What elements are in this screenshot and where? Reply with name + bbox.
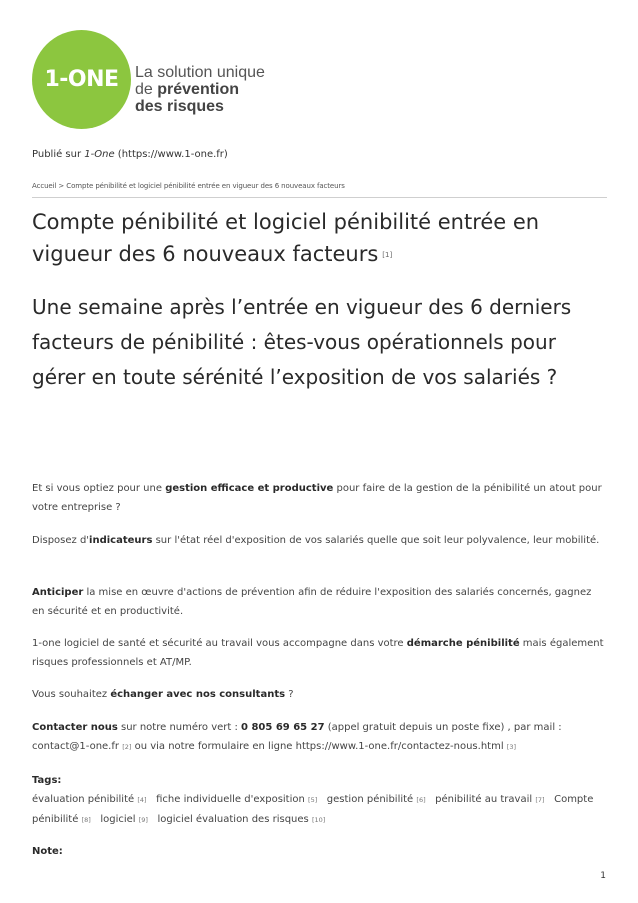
paragraph-1: Et si vous optiez pour une gestion efficace et productive pour faire de la gestion de la pénibilité un atout pour votre entreprise ? (32, 483, 602, 513)
tag-link[interactable]: logiciel [9] (100, 814, 148, 825)
divider (32, 197, 607, 198)
tag-link[interactable]: pénibilité au travail [7] (435, 794, 545, 805)
paragraph-3: Anticiper la mise en œuvre d'actions de prévention afin de réduire l'exposition des salariés concernés, gagnez en sécurité et en productivité. (32, 587, 592, 617)
paragraph-4: 1-one logiciel de santé et sécurité au travail vous accompagne dans votre démarche pénibilité mais également risques professionnels et AT/MP. (32, 638, 604, 668)
tag-link[interactable]: évaluation pénibilité [4] (32, 794, 147, 805)
logo (32, 30, 272, 130)
tags-section (32, 771, 604, 830)
title-reference: [1] (382, 251, 393, 259)
site-name[interactable]: 1-One (84, 149, 115, 160)
page-subtitle: Une semaine après l’entrée en vigueur des 6 derniers facteurs de pénibilité : êtes-vous opérationnels pour gérer en toute sérénité l’exposition de vos salariés ? (32, 295, 572, 389)
tag-link[interactable]: logiciel évaluation des risques [10] (157, 814, 326, 825)
tag-link[interactable]: Compte pénibilité [8] (32, 794, 594, 825)
tag-link[interactable]: fiche individuelle d'exposition [5] (156, 794, 318, 805)
phone-number: 0 805 69 65 27 (241, 722, 325, 733)
page-number: 1 (600, 871, 606, 881)
tagline-line-3: des risques (135, 98, 224, 115)
logo-mark: 1-ONE (32, 30, 131, 129)
tags-label: Tags: (32, 775, 62, 786)
paragraph-6: Contacter nous sur notre numéro vert : 0 805 69 65 27 (appel gratuit depuis un poste fixe) , par mail : contact@1-one.fr [2] ou via notre formulaire en ligne https://www.1-one.fr/contactez-nous.html [3] (32, 722, 562, 752)
tagline-line-2: de prévention (135, 81, 240, 98)
tagline-line-1: La solution unique (135, 64, 265, 81)
paragraph-2: Disposez d'indicateurs sur l'état réel d'exposition de vos salariés quelle que soit leur polyvalence, leur mobilité. (32, 535, 600, 546)
note-label: Note: (32, 846, 63, 857)
paragraph-5: Vous souhaitez échanger avec nos consultants ? (32, 689, 294, 700)
tags-list (32, 790, 604, 830)
published-line: Publié sur 1-One (https://www.1-one.fr) (32, 149, 228, 160)
page-title: Compte pénibilité et logiciel pénibilité entrée en vigueur des 6 nouveaux facteurs [1] (32, 210, 540, 266)
contact-link[interactable]: Contacter nous (32, 722, 118, 733)
tag-link[interactable]: gestion pénibilité [6] (326, 794, 426, 805)
logo-tagline (135, 64, 265, 115)
breadcrumb[interactable]: Accueil > Compte pénibilité et logiciel pénibilité entrée en vigueur des 6 nouveaux facteurs (32, 182, 345, 190)
